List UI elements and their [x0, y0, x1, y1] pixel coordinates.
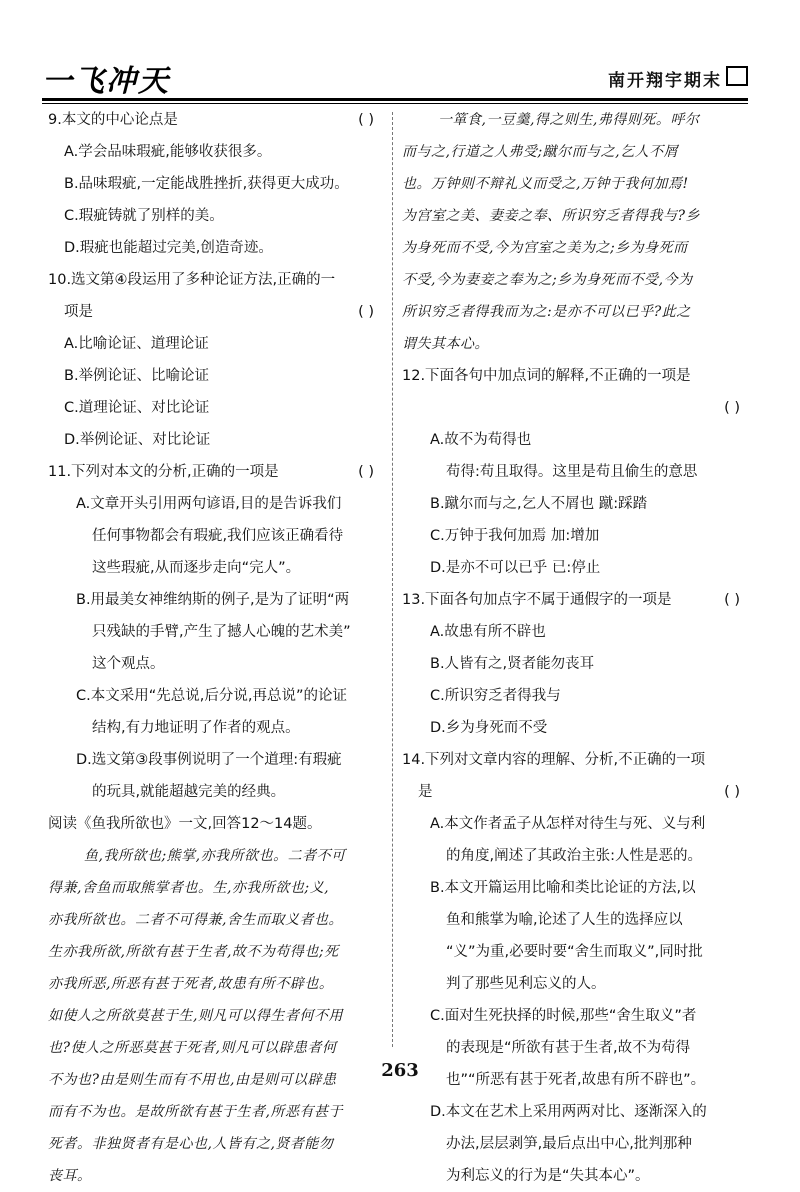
question-line: [48, 520, 384, 552]
question-line: [402, 360, 750, 392]
answer-bracket: ( ): [358, 304, 374, 320]
line-text: 所识穷乏者得我而为之:是亦不可以已乎?此之: [402, 304, 691, 320]
question-line: [48, 360, 384, 392]
line-text: 而与之,行道之人弗受;蹴尔而与之,乞人不屑: [402, 144, 679, 160]
question-line: [402, 552, 750, 584]
passage-line: [48, 840, 384, 872]
question-line: [48, 296, 384, 328]
passage-line: [402, 264, 750, 296]
line-text: 9.本文的中心论点是: [48, 112, 178, 128]
question-line: [48, 488, 384, 520]
line-text: 的玩具,就能超越完美的经典。: [92, 784, 286, 800]
question-line: [48, 456, 384, 488]
question-line: [402, 808, 750, 840]
line-text: 为宫室之美、妻妾之奉、所识穷乏者得我与?乡: [402, 208, 701, 224]
line-text: 结构,有力地证明了作者的观点。: [92, 720, 300, 736]
line-text: 的角度,阐述了其政治主张:人性是恶的。: [446, 848, 702, 864]
line-text: C.万钟于我何加焉 加:增加: [430, 528, 600, 544]
question-line: [402, 648, 750, 680]
line-text: 是: [418, 784, 433, 800]
line-text: 项是: [64, 304, 93, 320]
line-text: 得兼,舍鱼而取熊掌者也。生,亦我所欲也;义,: [48, 880, 330, 896]
line-text: 也?使人之所恶莫甚于死者,则凡可以辟患者何: [48, 1040, 337, 1056]
question-line: [402, 616, 750, 648]
question-line: [402, 680, 750, 712]
line-text: 12.下面各句中加点词的解释,不正确的一项是: [402, 368, 691, 384]
line-text: 不为也?由是则生而有不用也,由是则可以辟患: [48, 1072, 337, 1088]
page-number: 263: [381, 1060, 419, 1081]
passage-line: [402, 328, 750, 360]
line-text: 一箪食,一豆羹,得之则生,弗得则死。呼尔: [438, 112, 700, 128]
question-line: [402, 1096, 750, 1128]
passage-line: [48, 1160, 384, 1192]
line-text: 不受,今为妻妾之奉为之;乡为身死而不受,今为: [402, 272, 693, 288]
question-line: [48, 264, 384, 296]
line-text: B.举例论证、比喻论证: [64, 368, 210, 384]
question-line: [402, 488, 750, 520]
line-text: C.道理论证、对比论证: [64, 400, 210, 416]
question-line: [402, 968, 750, 1000]
question-line: [402, 1128, 750, 1160]
question-line: [402, 520, 750, 552]
question-line: [402, 456, 750, 488]
question-line: [48, 744, 384, 776]
column-divider: [392, 112, 393, 1047]
line-text: 鱼,我所欲也;熊掌,亦我所欲也。二者不可: [84, 848, 346, 864]
line-text: 亦我所欲也。二者不可得兼,舍生而取义者也。: [48, 912, 343, 928]
passage-line: [48, 872, 384, 904]
passage-line: [402, 136, 750, 168]
line-text: 阅读《鱼我所欲也》一文,回答12～14题。: [48, 816, 322, 832]
line-text: 13.下面各句加点字不属于通假字的一项是: [402, 592, 672, 608]
question-line: [402, 712, 750, 744]
question-line: [48, 712, 384, 744]
line-text: 任何事物都会有瑕疵,我们应该正确看待: [92, 528, 344, 544]
passage-line: [402, 296, 750, 328]
line-text: 这些瑕疵,从而逐步走向“完人”。: [92, 560, 301, 576]
line-text: A.文章开头引用两句谚语,目的是告诉我们: [76, 496, 342, 512]
line-text: “义”为重,必要时要“舍生而取义”,同时批: [446, 944, 703, 960]
question-line: [48, 168, 384, 200]
passage-line: [48, 968, 384, 1000]
question-line: [48, 584, 384, 616]
line-text: 判了那些见利忘义的人。: [446, 976, 606, 992]
question-line: [48, 232, 384, 264]
question-line: [402, 904, 750, 936]
line-text: 为利忘义的行为是“失其本心”。: [446, 1168, 650, 1184]
line-text: C.面对生死抉择的时候,那些“舍生取义”者: [430, 1008, 697, 1024]
line-text: 也”“所恶有甚于死者,故患有所不辟也”。: [446, 1072, 706, 1088]
line-text: 也。万钟则不辩礼义而受之,万钟于我何加焉!: [402, 176, 689, 192]
question-line: [48, 552, 384, 584]
line-text: 丧耳。: [48, 1168, 92, 1184]
question-line: [402, 936, 750, 968]
line-text: A.故患有所不辟也: [430, 624, 546, 640]
question-line: [402, 840, 750, 872]
question-line: [402, 584, 750, 616]
passage-line: [402, 168, 750, 200]
question-line: [402, 872, 750, 904]
line-text: 10.选文第④段运用了多种论证方法,正确的一: [48, 272, 336, 288]
line-text: 鱼和熊掌为喻,论述了人生的选择应以: [446, 912, 683, 928]
question-line: [48, 776, 384, 808]
line-text: D.瑕疵也能超过完美,创造奇迹。: [64, 240, 273, 256]
line-text: 死者。非独贤者有是心也,人皆有之,贤者能勿: [48, 1136, 334, 1152]
line-text: C.瑕疵铸就了别样的美。: [64, 208, 224, 224]
line-text: 这个观点。: [92, 656, 165, 672]
passage-line: [402, 200, 750, 232]
line-text: B.品味瑕疵,一定能战胜挫折,获得更大成功。: [64, 176, 349, 192]
line-text: 14.下列对文章内容的理解、分析,不正确的一项: [402, 752, 706, 768]
decorative-box-icon: [726, 66, 748, 86]
question-line: [402, 744, 750, 776]
question-line: [402, 1160, 750, 1192]
line-text: 只残缺的手臂,产生了撼人心魄的艺术美”: [92, 624, 351, 640]
line-text: B.用最美女神维纳斯的例子,是为了证明“两: [76, 592, 350, 608]
header-rule: [42, 98, 748, 101]
line-text: C.所识穷乏者得我与: [430, 688, 561, 704]
question-line: [48, 648, 384, 680]
line-text: A.比喻论证、道理论证: [64, 336, 209, 352]
line-text: 办法,层层剥笋,最后点出中心,批判那种: [446, 1136, 692, 1152]
passage-line: [48, 1096, 384, 1128]
line-text: 的表现是“所欲有甚于生者,故不为苟得: [446, 1040, 691, 1056]
line-text: 如使人之所欲莫甚于生,则凡可以得生者何不用: [48, 1008, 343, 1024]
line-text: D.乡为身死而不受: [430, 720, 548, 736]
question-line: [48, 104, 384, 136]
passage-line: [48, 1000, 384, 1032]
question-line: [48, 616, 384, 648]
line-text: D.是亦不可以已乎 已:停止: [430, 560, 601, 576]
line-text: 为身死而不受,今为宫室之美为之;乡为身死而: [402, 240, 688, 256]
question-line: [48, 680, 384, 712]
answer-bracket: ( ): [724, 784, 740, 800]
line-text: 11.下列对本文的分析,正确的一项是: [48, 464, 279, 480]
passage-line: [402, 232, 750, 264]
question-line: [48, 200, 384, 232]
question-line: [402, 1000, 750, 1032]
line-text: 苟得:苟且取得。这里是苟且偷生的意思: [446, 464, 698, 480]
line-text: A.学会品味瑕疵,能够收获很多。: [64, 144, 272, 160]
line-text: 亦我所恶,所恶有甚于死者,故患有所不辟也。: [48, 976, 334, 992]
line-text: 生亦我所欲,所欲有甚于生者,故不为苟得也;死: [48, 944, 339, 960]
answer-bracket: ( ): [724, 592, 740, 608]
passage-line: [402, 104, 750, 136]
answer-bracket: ( ): [358, 112, 374, 128]
line-text: B.本文开篇运用比喻和类比论证的方法,以: [430, 880, 696, 896]
series-title: 南开翔宇期末: [608, 71, 722, 91]
left-column: [48, 104, 384, 1192]
question-line: [402, 392, 750, 424]
question-line: [48, 808, 384, 840]
right-column: [402, 104, 750, 1192]
question-line: [48, 136, 384, 168]
line-text: A.故不为苟得也: [430, 432, 532, 448]
passage-line: [48, 936, 384, 968]
question-line: [402, 776, 750, 808]
passage-line: [48, 1128, 384, 1160]
line-text: A.本文作者孟子从怎样对待生与死、义与利: [430, 816, 706, 832]
line-text: B.人皆有之,贤者能勿丧耳: [430, 656, 595, 672]
line-text: D.本文在艺术上采用两两对比、逐渐深入的: [430, 1104, 707, 1120]
line-text: D.选文第③段事例说明了一个道理:有瑕疵: [76, 752, 342, 768]
line-text: C.本文采用“先总说,后分说,再总说”的论证: [76, 688, 347, 704]
line-text: D.举例论证、对比论证: [64, 432, 211, 448]
question-line: [48, 328, 384, 360]
question-line: [402, 424, 750, 456]
answer-bracket: ( ): [358, 464, 374, 480]
answer-bracket: ( ): [724, 400, 740, 416]
passage-line: [48, 904, 384, 936]
brand-logo: 一飞冲天: [42, 64, 170, 99]
question-line: [48, 392, 384, 424]
question-line: [48, 424, 384, 456]
line-text: B.蹴尔而与之,乞人不屑也 蹴:踩踏: [430, 496, 648, 512]
line-text: 谓失其本心。: [402, 336, 489, 352]
line-text: 而有不为也。是故所欲有甚于生者,所恶有甚于: [48, 1104, 343, 1120]
